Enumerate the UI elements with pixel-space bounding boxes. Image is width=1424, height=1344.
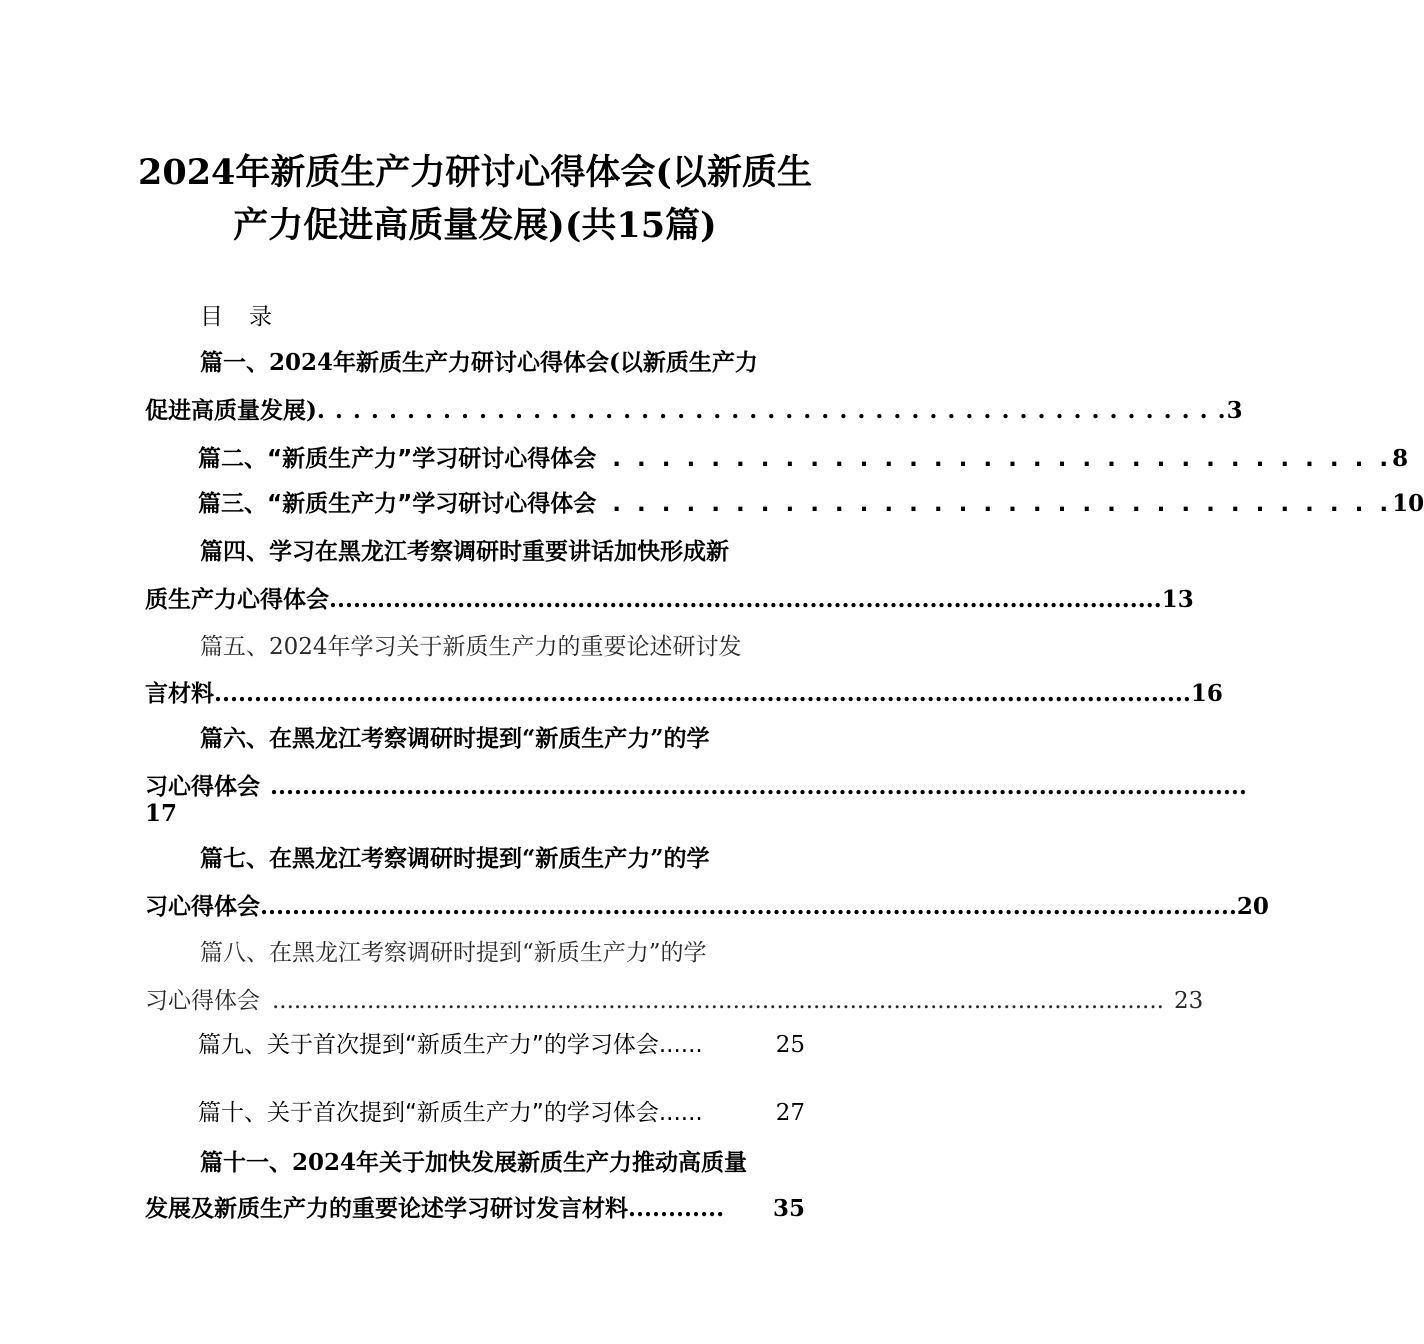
toc-leader-dots: ..........................................................................................................................: [260, 893, 1237, 920]
toc-entry-9-page: 25: [775, 1032, 805, 1058]
toc-entry-5[interactable]: [145, 677, 1223, 711]
toc-entry-6-line-2: 习心得体会: [145, 773, 260, 800]
toc-entry-3-text: 篇三、“新质生产力”学习研讨心得体会: [198, 491, 597, 517]
toc-entry-6-page[interactable]: 17: [145, 800, 178, 827]
toc-leader-dots: . . . . . . . . . . . . . . . . . . . . . . . . . . . . . . . .: [612, 491, 1393, 517]
toc-entry-9[interactable]: [198, 1028, 805, 1062]
toc-leader-dots: ..........................................................................................................................: [214, 680, 1191, 707]
toc-entry-2-text: 篇二、“新质生产力”学习研讨心得体会: [198, 446, 597, 472]
toc-entry-9-text: 篇九、关于首次提到“新质生产力”的学习体会: [198, 1032, 659, 1058]
toc-entry-6[interactable]: [145, 770, 1247, 804]
toc-entry-8[interactable]: [145, 984, 1204, 1018]
toc-entry-7[interactable]: [145, 890, 1269, 924]
toc-entry-8-page: 23: [1173, 988, 1204, 1014]
toc-entry-7-line-1: 篇七、在黑龙江考察调研时提到“新质生产力”的学: [200, 845, 710, 872]
toc-entry-5-line-1: 篇五、2024年学习关于新质生产力的重要论述研讨发: [200, 634, 742, 660]
toc-leader-dots: ..........................................................................................................................: [272, 988, 1164, 1014]
toc-entry-3-page: 10: [1392, 490, 1424, 517]
toc-entry-4[interactable]: [145, 583, 1194, 617]
toc-entry-5-page: 16: [1190, 680, 1223, 707]
toc-entry-2[interactable]: [198, 442, 1409, 476]
toc-entry-8-line-2: 习心得体会: [145, 988, 260, 1014]
toc-leader-dots: . . . . . . . . . . . . . . . . . . . . . . . . . . . . . . . .: [612, 446, 1393, 472]
document-title-line-2: 产力促进高质量发展)(共15篇): [233, 205, 717, 246]
toc-entry-2-page: 8: [1392, 445, 1409, 472]
toc-leader-dots: ........................................................................................................: [329, 586, 1162, 613]
toc-entry-6-line-1: 篇六、在黑龙江考察调研时提到“新质生产力”的学: [200, 725, 710, 752]
toc-entry-11-page: 35: [772, 1195, 805, 1222]
toc-leader-dots: ......: [658, 1032, 703, 1058]
toc-entry-5-line-2: 言材料: [145, 680, 214, 707]
toc-entry-11-line-1: 篇十一、2024年关于加快发展新质生产力推动高质量: [200, 1149, 748, 1176]
toc-entry-7-line-2: 习心得体会: [145, 893, 260, 920]
toc-entry-10-page: 27: [775, 1100, 805, 1126]
toc-leader-dots: ..........................................................................................................................: [270, 773, 1247, 800]
toc-entry-1-line-2: 促进高质量发展): [145, 397, 317, 424]
toc-entry-4-line-2: 质生产力心得体会: [145, 586, 329, 613]
toc-entry-7-page: 20: [1236, 893, 1269, 920]
toc-leader-dots: ......: [658, 1100, 703, 1126]
toc-entry-1-page: 3: [1226, 397, 1243, 424]
toc-leader-dots: . . . . . . . . . . . . . . . . . . . . . . . . . . . . . . . . . . . . . . . . . . . . . . . . . . .: [316, 397, 1227, 424]
toc-entry-11[interactable]: [145, 1192, 805, 1226]
toc-leader-dots: ............: [628, 1195, 725, 1222]
toc-entry-10[interactable]: [198, 1096, 805, 1130]
toc-entry-1[interactable]: [145, 394, 1243, 428]
toc-entry-4-page: 13: [1161, 586, 1194, 613]
toc-entry-1-line-1: 篇一、2024年新质生产力研讨心得体会(以新质生产力: [200, 349, 758, 376]
toc-entry-3[interactable]: [198, 487, 1424, 521]
toc-entry-4-line-1: 篇四、学习在黑龙江考察调研时重要讲话加快形成新: [200, 538, 729, 565]
toc-entry-10-text: 篇十、关于首次提到“新质生产力”的学习体会: [198, 1100, 659, 1126]
document-title-line-1: 2024年新质生产力研讨心得体会(以新质生: [138, 152, 812, 193]
toc-heading: 目录: [200, 304, 298, 330]
toc-entry-8-line-1: 篇八、在黑龙江考察调研时提到“新质生产力”的学: [200, 940, 707, 966]
toc-entry-11-line-2: 发展及新质生产力的重要论述学习研讨发言材料: [145, 1195, 628, 1222]
